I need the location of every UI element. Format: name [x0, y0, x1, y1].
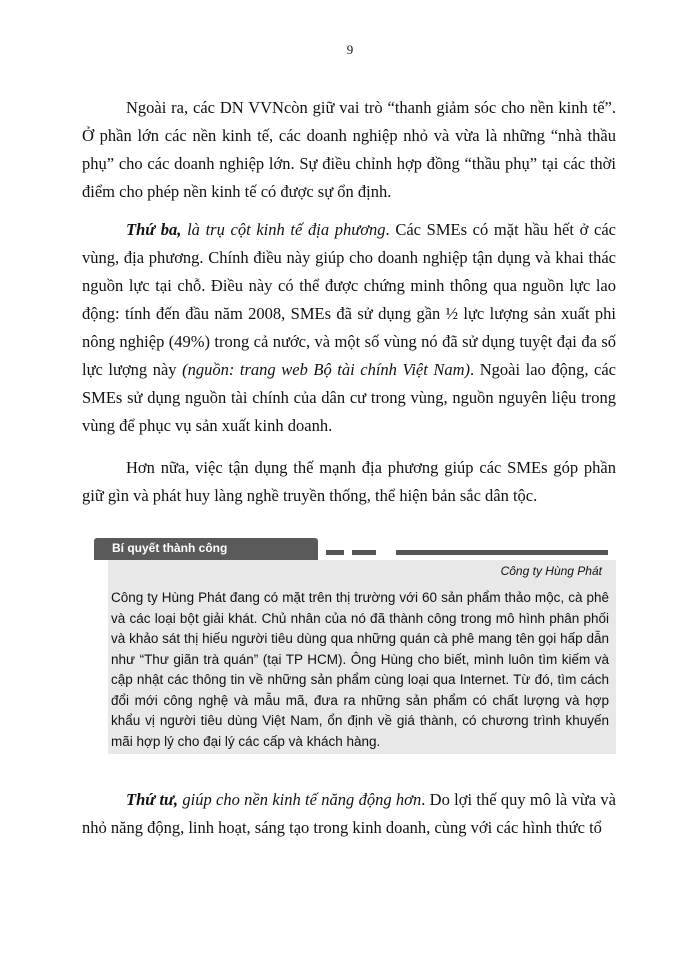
success-box-title: Bí quyết thành công — [112, 541, 228, 555]
paragraph-2-source: (nguồn: trang web Bộ tài chính Việt Nam) — [182, 360, 471, 379]
decorative-dash — [326, 550, 344, 555]
decorative-rule — [396, 550, 608, 555]
paragraph-2-body-b: . Ngoài lao động, các SMEs sử dụng nguồn tài chính của dân cư trong vùng, nguồn nguyên liệu trong vùng để phục vụ sản xuất kinh doanh. — [82, 360, 616, 435]
page-number: 9 — [346, 42, 354, 57]
paragraph-1: Ngoài ra, các DN VVNcòn giữ vai trò “thanh giảm sóc cho nền kinh tế”. Ở phần lớn các nền kinh tế, các doanh nghiệp nhỏ và vừa là những “nhà thầu phụ” cho các doanh nghiệp lớn. Sự điều chỉnh hợp đồng “thầu phụ” tại các thời điểm cho phép nền kinh tế có được sự ổn định. — [82, 98, 616, 201]
paragraph-2-body-a: . Các SMEs có mặt hầu hết ở các vùng, địa phương. Chính điều này giúp cho doanh nghiệp tận dụng và khai thác nguồn lực tại chỗ. Điều này có thể được chứng minh thông qua nguồn lực lao động: tính đến đầu năm 2008, SMEs đã sử dụng gần ½ lực lượng sản xuất phi nông nghiệp (49%) trong cả nước, và một số vùng nó đã sử dụng tuyệt đại đa số lực lượng này — [82, 220, 616, 379]
paragraph-4-lead-italic: giúp cho nền kinh tế năng động hơn — [178, 790, 422, 809]
paragraph-4-body: . Do lợi thế quy mô là vừa và nhỏ năng động, linh hoạt, sáng tạo trong kinh doanh, cùng với các hình thức tổ — [82, 790, 616, 837]
success-box-text: Công ty Hùng Phát đang có mặt trên thị trường với 60 sản phẩm thảo mộc, cà phê và các loại bột giải khát. Chủ nhân của nó đã thành công trong mô hình phân phối và khảo sát thị hiếu người tiêu dùng qua những quán cà phê mang tên gọi hấp dẫn như “Thư giãn trà quán” (tại TP HCM). Ông Hùng cho biết, mình luôn tìm kiếm và cập nhật các thông tin về những sản phẩm cùng loại qua Internet. Từ đó, tìm cách đổi mới công nghệ và mẫu mã, đưa ra những sản phẩm có chất lượng và hợp khẩu vị người tiêu dùng Việt Nam, ổn định về giá thành, có chương trình khuyến mãi hợp lý cho đại lý các cấp và khách hàng. — [111, 590, 609, 749]
success-box-source: Công ty Hùng Phát — [500, 564, 602, 578]
paragraph-2-lead-italic: là trụ cột kinh tế địa phương — [181, 220, 386, 239]
paragraph-3: Hơn nữa, việc tận dụng thế mạnh địa phương giúp các SMEs góp phần giữ gìn và phát huy làng nghề truyền thống, thể hiện bản sắc dân tộc. — [82, 458, 616, 505]
paragraph-2 — [82, 216, 616, 440]
decorative-dash — [352, 550, 376, 555]
paragraph-4-lead: Thứ tư, — [126, 790, 179, 809]
paragraph-4 — [82, 786, 616, 842]
paragraph-2-lead: Thứ ba, — [126, 220, 182, 239]
success-box-tab — [94, 538, 318, 560]
